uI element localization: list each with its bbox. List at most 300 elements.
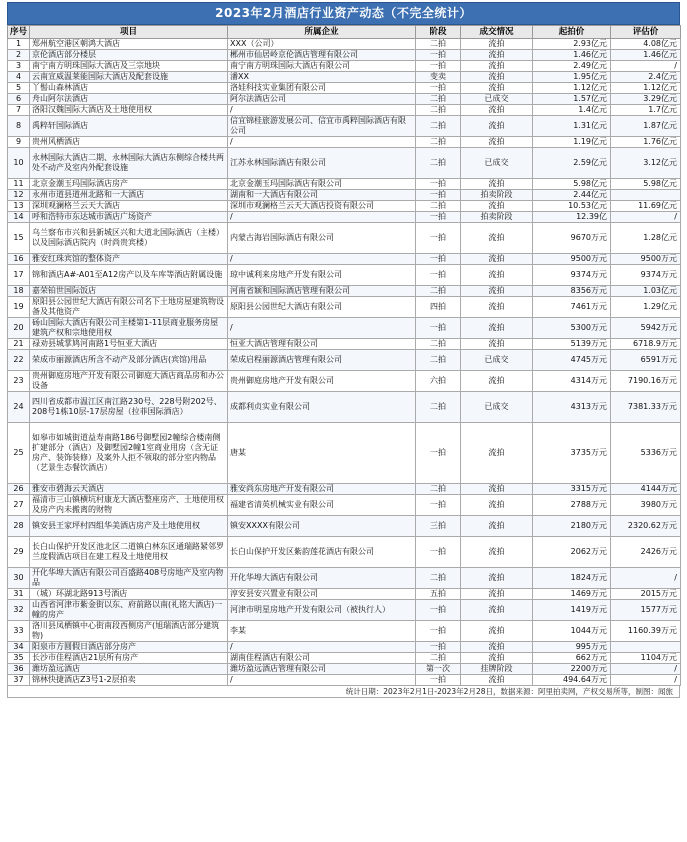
cell-project: 呼和浩特市东达城市酒店广场资产 [30,212,228,223]
cell-eval-price: 1.7亿元 [611,105,681,116]
table-body [8,39,681,686]
cell-company: 深圳市观澜格兰云天大酒店投资有限公司 [228,201,416,212]
cell-eval-price: 7190.16万元 [611,371,681,392]
cell-no: 17 [8,265,30,286]
cell-status: 流拍 [461,201,533,212]
cell-status: 流拍 [461,116,533,137]
cell-project: 洛川县凤栖镇中心街南段西侧房产(旭瑞酒店部分建筑物) [30,621,228,642]
table-row [8,148,681,179]
cell-status: 流拍 [461,339,533,350]
cell-project: 福清市三山镇横坑村康龙大酒店整座房产、土地使用权及房产内未搬离的财物 [30,495,228,516]
cell-status: 流拍 [461,39,533,50]
cell-project: 嘉荣铂世国际饭店 [30,286,228,297]
cell-eval-price: 2320.62万元 [611,516,681,537]
cell-project: 南宁南方明珠国际大酒店及三宗地块 [30,61,228,72]
cell-project: 锦和酒店A#-A01至A12房产以及车库等酒店附属设施 [30,265,228,286]
cell-stage: 二拍 [416,137,461,148]
cell-start-price: 5.98亿元 [533,179,611,190]
cell-eval-price: 4.08亿元 [611,39,681,50]
cell-no: 7 [8,105,30,116]
cell-no: 8 [8,116,30,137]
table-row [8,116,681,137]
table-row [8,484,681,495]
cell-no: 9 [8,137,30,148]
cell-company: 洛娃科技实业集团有限公司 [228,83,416,94]
table-row [8,179,681,190]
cell-stage: 一拍 [416,675,461,686]
cell-eval-price: 2.4亿元 [611,72,681,83]
cell-company: 郴州市仙居岭京伦酒店管理有限公司 [228,50,416,61]
cell-status: 已成交 [461,392,533,423]
table-row [8,201,681,212]
cell-start-price: 4313万元 [533,392,611,423]
cell-no: 22 [8,350,30,371]
cell-project: 禄劝县城掌鸠河南路1号恒亚大酒店 [30,339,228,350]
cell-project: 山西省河津市紫金街以东、府前路以南(礼铭大酒店)一幢的房产 [30,600,228,621]
cell-project: 贵州风栖酒店 [30,137,228,148]
table-row [8,39,681,50]
cell-eval-price: 1.76亿元 [611,137,681,148]
cell-project: 郑州航空港区朝鸿大酒店 [30,39,228,50]
cell-start-price: 5139万元 [533,339,611,350]
cell-company: / [228,254,416,265]
cell-company: 北京金潮玉玛国际酒店有限公司 [228,179,416,190]
cell-no: 33 [8,621,30,642]
cell-start-price: 1.57亿元 [533,94,611,105]
cell-stage: 一拍 [416,265,461,286]
cell-start-price: 9670万元 [533,223,611,254]
cell-company: / [228,318,416,339]
cell-eval-price [611,190,681,201]
cell-company: 原阳县公园世纪大酒店有限公司 [228,297,416,318]
cell-start-price: 1.46亿元 [533,50,611,61]
cell-start-price: 9500万元 [533,254,611,265]
cell-stage: 一拍 [416,423,461,484]
cell-no: 20 [8,318,30,339]
cell-start-price: 1.4亿元 [533,105,611,116]
cell-start-price: 2.49亿元 [533,61,611,72]
cell-eval-price: 1104万元 [611,653,681,664]
cell-stage: 二拍 [416,94,461,105]
cell-eval-price: 7381.33万元 [611,392,681,423]
cell-eval-price: 2426万元 [611,537,681,568]
table-row [8,392,681,423]
table-row [8,664,681,675]
cell-stage: 一拍 [416,190,461,201]
cell-project: 镇安县王家坪村四组华美酒店房产及土地使用权 [30,516,228,537]
cell-eval-price: 2015万元 [611,589,681,600]
cell-no: 30 [8,568,30,589]
cell-eval-price: 5942万元 [611,318,681,339]
cell-company: 琼中诚利来房地产开发有限公司 [228,265,416,286]
cell-project: 原阳县公园世纪大酒店有限公司名下土地房屋建筑物设备及其他资产 [30,297,228,318]
cell-eval-price: / [611,675,681,686]
cell-status: 流拍 [461,537,533,568]
table-row [8,190,681,201]
cell-company: 湖南佳程酒店有限公司 [228,653,416,664]
cell-stage: 二拍 [416,39,461,50]
cell-company: 淳安县安兴置业有限公司 [228,589,416,600]
cell-stage: 一拍 [416,600,461,621]
cell-stage: 一拍 [416,223,461,254]
cell-eval-price: / [611,212,681,223]
cell-company: 李某 [228,621,416,642]
cell-no: 14 [8,212,30,223]
cell-no: 31 [8,589,30,600]
cell-start-price: 2.59亿元 [533,148,611,179]
cell-no: 11 [8,179,30,190]
cell-stage: 二拍 [416,148,461,179]
cell-no: 35 [8,653,30,664]
header-stage: 阶段 [416,26,461,39]
cell-status: 流拍 [461,621,533,642]
cell-start-price: 1.95亿元 [533,72,611,83]
cell-status: 已成交 [461,350,533,371]
cell-eval-price: 3980万元 [611,495,681,516]
table-row [8,223,681,254]
table-row [8,653,681,664]
cell-company: 南宁南方明珠国际大酒店有限公司 [228,61,416,72]
table-row [8,516,681,537]
cell-company: 镇安XXXX有限公司 [228,516,416,537]
cell-no: 12 [8,190,30,201]
table-row [8,254,681,265]
table-row [8,537,681,568]
cell-project: 舟山阿尔法酒店 [30,94,228,105]
cell-eval-price: 11.69亿元 [611,201,681,212]
cell-start-price: 2.93亿元 [533,39,611,50]
cell-no: 21 [8,339,30,350]
cell-stage: 变卖 [416,72,461,83]
table-row [8,212,681,223]
cell-eval-price: 1.12亿元 [611,83,681,94]
cell-start-price: 3735万元 [533,423,611,484]
cell-eval-price: 6718.9万元 [611,339,681,350]
table-row [8,72,681,83]
cell-stage: 一拍 [416,83,461,94]
cell-stage: 二拍 [416,339,461,350]
table-row [8,568,681,589]
cell-project: （城）环湖北路913号酒店 [30,589,228,600]
cell-stage: 一拍 [416,212,461,223]
cell-status: 流拍 [461,105,533,116]
cell-status: 流拍 [461,423,533,484]
table-row [8,105,681,116]
cell-company: 成都利贞实业有限公司 [228,392,416,423]
cell-company: / [228,212,416,223]
table-row [8,423,681,484]
cell-company: / [228,675,416,686]
cell-status: 挂牌阶段 [461,664,533,675]
cell-stage: 二拍 [416,484,461,495]
cell-status: 流拍 [461,179,533,190]
cell-project: 开化华埠大酒店有限公司百盛路408号房地产及室内物品 [30,568,228,589]
cell-start-price: 2788万元 [533,495,611,516]
cell-project: 雅安红珠宾馆的整体资产 [30,254,228,265]
cell-eval-price: 9374万元 [611,265,681,286]
cell-eval-price: 3.12亿元 [611,148,681,179]
cell-stage: 二拍 [416,105,461,116]
cell-eval-price: 1.46亿元 [611,50,681,61]
cell-project: 阳泉市方圆假日酒店部分房产 [30,642,228,653]
cell-no: 28 [8,516,30,537]
table-row [8,675,681,686]
table-row [8,265,681,286]
cell-no: 1 [8,39,30,50]
cell-project: 四川省成都市温江区南江路230号、228号附202号、208号1栋10层-17层房屋（拉菲国际酒店） [30,392,228,423]
cell-stage: 三拍 [416,516,461,537]
cell-company: 潍坊盈远酒店管理有限公司 [228,664,416,675]
table-row [8,318,681,339]
cell-project: 砀山国际大酒店有限公司主楼第1-11层商业服务房屋建筑产权和宗地使用权 [30,318,228,339]
cell-company: 恒亚大酒店管理有限公司 [228,339,416,350]
cell-status: 流拍 [461,254,533,265]
cell-no: 37 [8,675,30,686]
cell-stage: 四拍 [416,297,461,318]
header-eval-price: 评估价 [611,26,681,39]
cell-company: 荣成启程丽源酒店管理有限公司 [228,350,416,371]
cell-start-price: 8356万元 [533,286,611,297]
table-row [8,339,681,350]
cell-stage: 二拍 [416,568,461,589]
cell-no: 19 [8,297,30,318]
cell-company: 长白山保护开发区紫韵莲花酒店有限公司 [228,537,416,568]
cell-eval-price: 1.03亿元 [611,286,681,297]
cell-company: / [228,137,416,148]
cell-start-price: 1.31亿元 [533,116,611,137]
cell-no: 26 [8,484,30,495]
table-row [8,350,681,371]
cell-start-price: 494.64万元 [533,675,611,686]
cell-start-price: 7461万元 [533,297,611,318]
cell-start-price: 10.53亿元 [533,201,611,212]
cell-project: 北京金潮玉玛国际酒店房产 [30,179,228,190]
cell-company: XXX（公司） [228,39,416,50]
cell-stage: 一拍 [416,50,461,61]
cell-stage: 二拍 [416,392,461,423]
cell-company: 开化华埠大酒店有限公司 [228,568,416,589]
cell-stage: 一拍 [416,179,461,190]
cell-start-price: 9374万元 [533,265,611,286]
cell-status: 已成交 [461,148,533,179]
cell-eval-price: 5336万元 [611,423,681,484]
cell-stage: 一拍 [416,642,461,653]
cell-status: 流拍 [461,371,533,392]
cell-company: 贵州御庭房地产开发有限公司 [228,371,416,392]
cell-status: 流拍 [461,495,533,516]
cell-eval-price: 1.87亿元 [611,116,681,137]
cell-stage: 二拍 [416,286,461,297]
cell-status: 流拍 [461,137,533,148]
cell-project: 贵州御庭房地产开发有限公司御庭大酒店商品房和办公设备 [30,371,228,392]
cell-stage: 一拍 [416,318,461,339]
cell-project: 锦林快捷酒店Z3号1-2层拍卖 [30,675,228,686]
table-row [8,600,681,621]
cell-status: 流拍 [461,589,533,600]
cell-company: 湖南和一大酒店有限公司 [228,190,416,201]
cell-status: 流拍 [461,642,533,653]
cell-start-price: 2062万元 [533,537,611,568]
cell-company: / [228,105,416,116]
cell-no: 25 [8,423,30,484]
cell-start-price: 3315万元 [533,484,611,495]
header-project: 项目 [30,26,228,39]
header-no: 序号 [8,26,30,39]
cell-project: 长白山保护开发区池北区二道镇白林东区通瑞路紧邻罗兰度假酒店项目在建工程及土地使用权 [30,537,228,568]
table-row [8,621,681,642]
header-start-price: 起拍价 [533,26,611,39]
cell-eval-price: 9500万元 [611,254,681,265]
table-row [8,50,681,61]
cell-eval-price: 6591万元 [611,350,681,371]
cell-project: 洛阳汉魏国际大酒店及土地使用权 [30,105,228,116]
cell-project: 丫髻山森林酒店 [30,83,228,94]
cell-no: 32 [8,600,30,621]
cell-eval-price: 4144万元 [611,484,681,495]
cell-no: 15 [8,223,30,254]
cell-no: 36 [8,664,30,675]
cell-company: 阿尔法酒店公司 [228,94,416,105]
cell-eval-price: 1.28亿元 [611,223,681,254]
cell-start-price: 1419万元 [533,600,611,621]
cell-status: 拍卖阶段 [461,212,533,223]
cell-company: 福建省清英机械实业有限公司 [228,495,416,516]
header-status: 成交情况 [461,26,533,39]
cell-no: 13 [8,201,30,212]
cell-eval-price: 5.98亿元 [611,179,681,190]
cell-status: 流拍 [461,223,533,254]
table-row [8,297,681,318]
cell-company: 唐某 [228,423,416,484]
cell-no: 6 [8,94,30,105]
cell-no: 10 [8,148,30,179]
cell-stage: 六拍 [416,371,461,392]
cell-company: 江苏永林国际酒店有限公司 [228,148,416,179]
table-row [8,495,681,516]
table-row [8,642,681,653]
cell-status: 流拍 [461,600,533,621]
cell-start-price: 2180万元 [533,516,611,537]
cell-stage: 一拍 [416,495,461,516]
cell-status: 流拍 [461,286,533,297]
cell-stage: 五拍 [416,589,461,600]
cell-start-price: 12.39亿 [533,212,611,223]
cell-status: 流拍 [461,61,533,72]
cell-project: 荣成市丽源酒店所含不动产及部分酒店(宾馆)用品 [30,350,228,371]
cell-stage: 二拍 [416,350,461,371]
cell-no: 27 [8,495,30,516]
cell-start-price: 2200万元 [533,664,611,675]
table-row [8,371,681,392]
cell-eval-price: 1160.39万元 [611,621,681,642]
cell-project: 京伦酒店部分楼层 [30,50,228,61]
cell-project: 乌兰察布市兴和县新城区兴和大道北国际酒店（主楼）以及国际酒店院内（时尚贵宾楼） [30,223,228,254]
cell-stage: 一拍 [416,61,461,72]
cell-project: 永州市道县道州北路和一大酒店 [30,190,228,201]
cell-project: 潍坊盈远酒店 [30,664,228,675]
cell-no: 16 [8,254,30,265]
cell-status: 拍卖阶段 [461,190,533,201]
cell-no: 3 [8,61,30,72]
cell-company: 雅安尚东房地产开发有限公司 [228,484,416,495]
cell-stage: 二拍 [416,653,461,664]
cell-company: / [228,642,416,653]
cell-eval-price: 1.29亿元 [611,297,681,318]
cell-project: 长沙市佳程酒店21层所有房产 [30,653,228,664]
header-row [8,26,681,39]
cell-stage: 一拍 [416,254,461,265]
table-row [8,94,681,105]
cell-status: 流拍 [461,653,533,664]
cell-status: 流拍 [461,318,533,339]
cell-eval-price: 3.29亿元 [611,94,681,105]
table-row [8,137,681,148]
cell-start-price: 4314万元 [533,371,611,392]
cell-no: 23 [8,371,30,392]
cell-start-price: 1.19亿元 [533,137,611,148]
cell-project: 云南宣威温莱能国际大酒店及配套设施 [30,72,228,83]
table-row [8,61,681,72]
header-company: 所属企业 [228,26,416,39]
cell-eval-price: / [611,568,681,589]
cell-status: 流拍 [461,568,533,589]
cell-start-price: 995万元 [533,642,611,653]
table-row [8,83,681,94]
cell-no: 29 [8,537,30,568]
cell-no: 2 [8,50,30,61]
cell-project: 永林国际大酒店二期、永林国际大酒店东侧综合楼共两处不动产及室内外配套设施 [30,148,228,179]
cell-start-price: 662万元 [533,653,611,664]
cell-company: 河南省颖和国际酒店管理有限公司 [228,286,416,297]
cell-status: 流拍 [461,516,533,537]
cell-status: 流拍 [461,83,533,94]
cell-no: 24 [8,392,30,423]
cell-start-price: 2.44亿元 [533,190,611,201]
cell-no: 18 [8,286,30,297]
cell-project: 禹粹轩国际酒店 [30,116,228,137]
cell-start-price: 4745万元 [533,350,611,371]
cell-start-price: 1824万元 [533,568,611,589]
cell-no: 5 [8,83,30,94]
cell-stage: 一拍 [416,621,461,642]
cell-stage: 二拍 [416,201,461,212]
cell-company: 内蒙古海岩国际酒店有限公司 [228,223,416,254]
asset-sheet [7,2,680,698]
cell-company: 信宜锦桂旅游发展公司、信宜市禹粹国际酒店有限公司 [228,116,416,137]
cell-company: 河津市明星房地产开发有限公司（被执行人） [228,600,416,621]
cell-start-price: 1044万元 [533,621,611,642]
cell-status: 已成交 [461,94,533,105]
cell-start-price: 1.12亿元 [533,83,611,94]
cell-no: 4 [8,72,30,83]
cell-status: 流拍 [461,297,533,318]
cell-status: 流拍 [461,484,533,495]
table-row [8,286,681,297]
footer-note: 统计日期：2023年2月1日-2023年2月28日，数据来源：阿里拍卖网，产权交易所等，制图：闻旅 [7,686,680,698]
cell-status: 流拍 [461,72,533,83]
cell-project: 雅安市碧海云天酒店 [30,484,228,495]
cell-no: 34 [8,642,30,653]
table-row [8,589,681,600]
cell-stage: 二拍 [416,116,461,137]
cell-eval-price [611,642,681,653]
cell-stage: 第一次 [416,664,461,675]
cell-status: 流拍 [461,50,533,61]
cell-eval-price: / [611,61,681,72]
cell-status: 流拍 [461,675,533,686]
cell-eval-price: 1577万元 [611,600,681,621]
cell-company: 潘XX [228,72,416,83]
